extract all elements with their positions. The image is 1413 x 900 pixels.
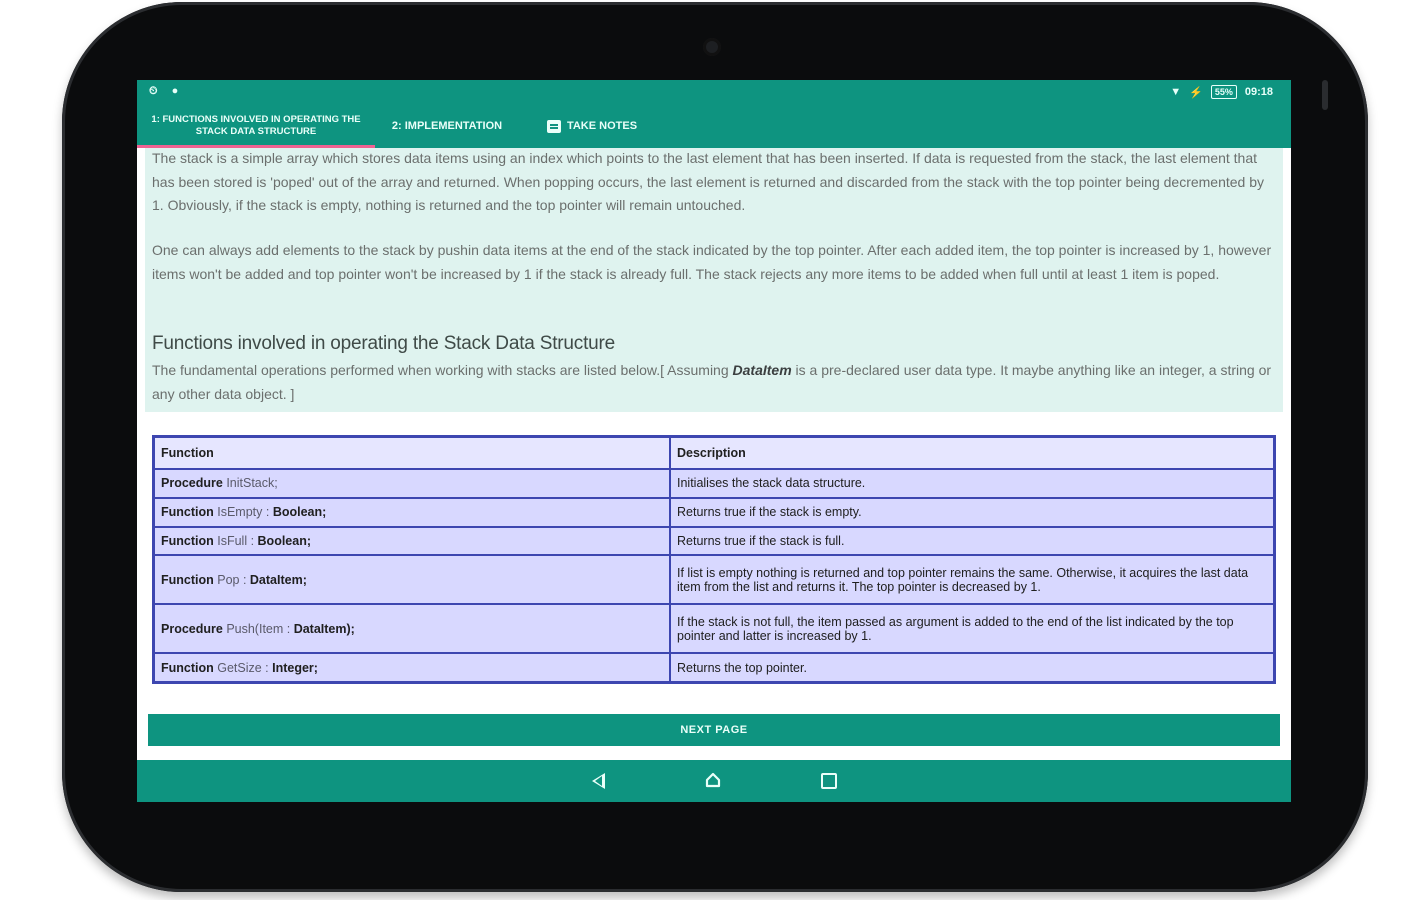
function-cell — [154, 653, 671, 683]
paragraph: One can always add elements to the stack by pushin data items at the end of the stack indicated by the top pointer. After each added item, the top pointer is increased by 1, however items won't be added and top pointer won't be increased by 1 if the stack is already full. The stack rejects any more items to be added when full until at least 1 item is poped. — [152, 242, 1272, 282]
return-type: Boolean; — [272, 505, 327, 520]
description-cell: Initialises the stack data structure. — [670, 469, 1275, 498]
keyword: Function — [161, 505, 214, 520]
clock: 09:18 — [1244, 86, 1273, 98]
tab-take-notes[interactable] — [537, 104, 647, 148]
section-heading: Functions involved in operating the Stack Data Structure — [152, 333, 616, 354]
signature: InitStack; — [222, 476, 278, 491]
next-page-button[interactable]: NEXT PAGE — [148, 714, 1280, 746]
table-row — [154, 604, 1275, 653]
keyword: Function — [161, 533, 214, 548]
camera-icon — [703, 38, 721, 56]
back-icon[interactable] — [592, 773, 605, 789]
function-cell — [154, 604, 671, 653]
description-cell: If list is empty nothing is returned and top pointer remains the same. Otherwise, it acquires the last data item from the list and returns it. The top pointer is decreased by 1. — [670, 555, 1275, 604]
return-type: DataItem); — [293, 621, 355, 636]
signature: GetSize : — [213, 660, 273, 675]
lesson-content — [145, 148, 1283, 412]
paragraph — [145, 359, 1283, 406]
return-type: Integer; — [272, 660, 318, 675]
return-type: DataItem; — [249, 572, 307, 587]
table-row — [154, 653, 1275, 683]
tab-functions[interactable] — [137, 104, 375, 148]
battery-indicator: 55% — [1211, 85, 1237, 99]
table-row — [154, 469, 1275, 498]
alarm-icon: ⏲ — [149, 85, 158, 97]
android-nav-bar — [137, 760, 1291, 802]
power-button — [1322, 80, 1328, 110]
description-cell: Returns the top pointer. — [670, 653, 1275, 683]
table-row — [154, 527, 1275, 556]
description-cell: If the stack is not full, the item passed as argument is added to the end of the list indicated by the top pointer and latter is increased by 1. — [670, 604, 1275, 653]
text: is a pre-declared user data type. It maybe anything like an integer, a string or any other data object. ] — [152, 362, 1272, 402]
signature: IsEmpty : — [213, 505, 273, 520]
keyword: Function — [161, 660, 214, 675]
table-row — [154, 555, 1275, 604]
description-cell: Returns true if the stack is full. — [670, 527, 1275, 556]
tab-label: 1: FUNCTIONS INVOLVED IN OPERATING THE STACK DATA STRUCTURE — [151, 114, 361, 137]
note-icon — [547, 120, 561, 133]
table-row — [154, 498, 1275, 527]
function-cell — [154, 469, 671, 498]
signature: Pop : — [213, 572, 250, 587]
tab-bar — [137, 104, 1291, 148]
description-cell: Returns true if the stack is empty. — [670, 498, 1275, 527]
signature: IsFull : — [213, 533, 258, 548]
tab-label: 2: IMPLEMENTATION — [391, 120, 503, 132]
keyword: Procedure — [161, 621, 223, 636]
signature: Push(Item : — [222, 621, 294, 636]
text: The fundamental operations performed when working with stacks are listed below.[ Assuming — [152, 362, 733, 378]
tablet-screen — [137, 80, 1291, 802]
location-pin-icon: ● — [171, 85, 179, 97]
recent-apps-icon[interactable] — [821, 773, 837, 789]
emphasis: DataItem — [732, 362, 792, 378]
function-cell — [154, 527, 671, 556]
wifi-icon: ▼ — [1170, 86, 1182, 98]
tab-implementation[interactable] — [377, 104, 517, 148]
keyword: Function — [161, 572, 214, 587]
tab-label: TAKE NOTES — [566, 120, 638, 132]
return-type: Boolean; — [257, 533, 312, 548]
function-cell — [154, 498, 671, 527]
table-header-row — [154, 437, 1275, 470]
charging-icon: ⚡ — [1189, 86, 1203, 99]
home-icon[interactable] — [705, 772, 721, 788]
functions-table — [152, 435, 1276, 684]
paragraph: The stack is a simple array which stores data items using an index which points to the last element that has been inserted. If data is requested from the stack, the last element that has been stored is 'poped' out of the array and returned. When popping occurs, the last element is returned and discarded from the stack with the top pointer being decremented by 1. Obviously, if the stack is empty, nothing is returned and the top pointer will remain untouched. — [152, 150, 1265, 213]
function-cell — [154, 555, 671, 604]
status-bar — [137, 80, 1291, 104]
column-header: Function — [154, 437, 671, 470]
column-header: Description — [670, 437, 1275, 470]
keyword: Procedure — [161, 476, 223, 491]
